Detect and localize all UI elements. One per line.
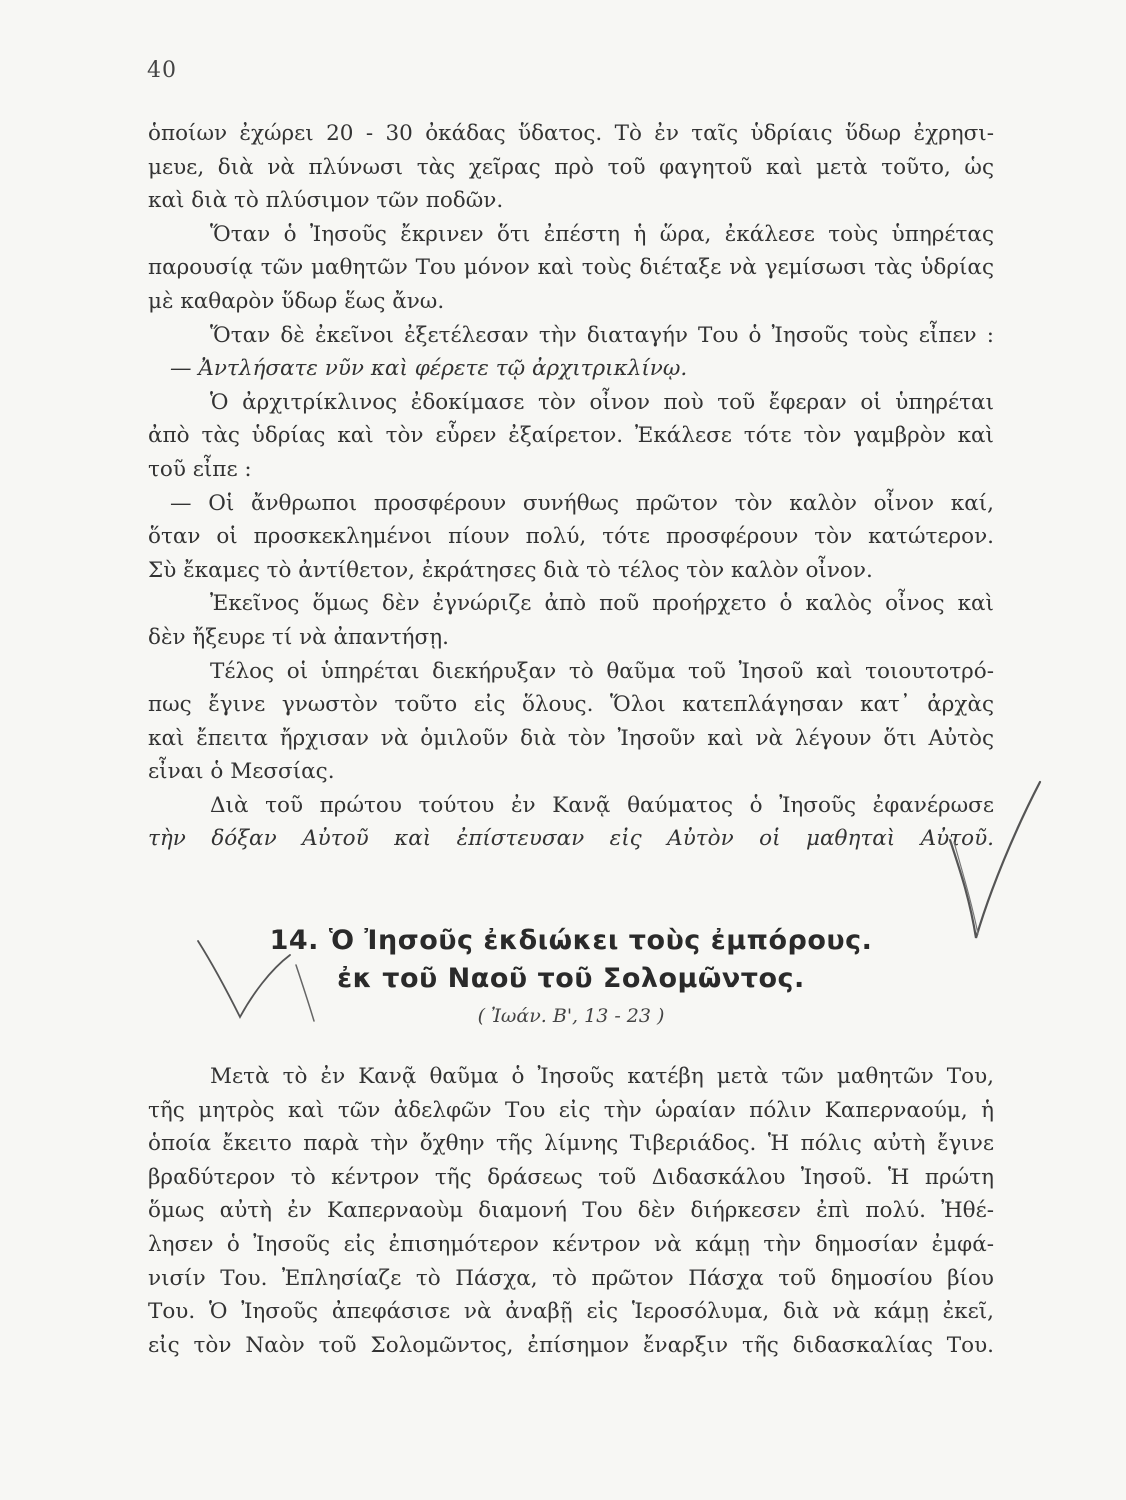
text-line: εἰς τὸν Ναὸν τοῦ Σολομῶντος, ἐπίσημον ἔναρξιν τῆς διδασκαλίας Του. bbox=[148, 1332, 994, 1358]
text-line: ὅμως αὐτὴ ἐν Καπερναοὺμ διαμονή Του δὲν διήρκεσεν ἐπὶ πολύ. Ἠθέ- bbox=[148, 1198, 994, 1224]
dialog-line: — Οἱ ἄνθρωποι προσφέρουν συνήθως πρῶτον τὸν καλὸν οἶνον καί, bbox=[170, 490, 994, 516]
text-line: Ὁ ἀρχιτρίκλινος ἐδοκίμασε τὸν οἶνον ποὺ τοῦ ἔφεραν οἱ ὑπηρέται bbox=[210, 389, 994, 415]
body-text-bottom bbox=[148, 1060, 994, 1362]
text-line: βραδύτερον τὸ κέντρον τῆς δράσεως τοῦ Διδασκάλου Ἰησοῦ. Ἡ πρώτη bbox=[148, 1164, 994, 1190]
text-line: Του. Ὁ Ἰησοῦς ἀπεφάσισε νὰ ἀναβῇ εἰς Ἱεροσόλυμα, διὰ νὰ κάμῃ ἐκεῖ, bbox=[148, 1299, 994, 1325]
text-line: Μετὰ τὸ ἐν Κανᾷ θαῦμα ὁ Ἰησοῦς κατέβη μετὰ τῶν μαθητῶν Του, bbox=[210, 1064, 994, 1089]
text-line: πως ἔγινε γνωστὸν τοῦτο εἰς ὅλους. Ὅλοι κατεπλάγησαν κατ᾽ ἀρχὰς bbox=[148, 692, 994, 718]
scripture-reference: ( Ἰωάν. Β', 13 - 23 ) bbox=[477, 1005, 665, 1027]
text-line: Τέλος οἱ ὑπηρέται διεκήρυξαν τὸ θαῦμα τοῦ Ἰησοῦ καὶ τοιουτοτρό- bbox=[210, 658, 994, 684]
text-line: τοῦ εἶπε : bbox=[148, 456, 252, 482]
text-line: Διὰ τοῦ πρώτου τούτου ἐν Κανᾷ θαύματος ὁ Ἰησοῦς ἐφανέρωσε bbox=[210, 792, 994, 818]
text-line: Σὺ ἔκαμες τὸ ἀντίθετον, ἐκράτησες διὰ τὸ τέλος τὸν καλὸν οἶνον. bbox=[148, 557, 873, 583]
text-line: λησεν ὁ Ἰησοῦς εἰς ἐπισημότερον κέντρον νὰ κάμῃ τὴν δημοσίαν ἐμφά- bbox=[148, 1231, 994, 1257]
text-line: παρουσίᾳ τῶν μαθητῶν Του μόνον καὶ τοὺς διέταξε νὰ γεμίσωσι τὰς ὑδρίας bbox=[148, 255, 994, 281]
text-line: ὁποία ἔκειτο παρὰ τὴν ὄχθην τῆς λίμνης Τιβεριάδος. Ἡ πόλις αὐτὴ ἔγινε bbox=[148, 1131, 994, 1157]
text-line: Ὅταν δὲ ἐκεῖνοι ἐξετέλεσαν τὴν διαταγήν Του ὁ Ἰησοῦς τοὺς εἶπεν : bbox=[210, 322, 994, 348]
chapter-heading bbox=[148, 922, 994, 1034]
text-line: εἶναι ὁ Μεσσίας. bbox=[148, 759, 335, 785]
text-line: Ὅταν ὁ Ἰησοῦς ἔκρινεν ὅτι ἐπέστη ἡ ὥρα, ἐκάλεσε τοὺς ὑπηρέτας bbox=[210, 221, 994, 247]
text-line: καὶ ἔπειτα ἤρχισαν νὰ ὁμιλοῦν διὰ τὸν Ἰησοῦν καὶ νὰ λέγουν ὅτι Αὐτὸς bbox=[148, 725, 994, 751]
text-line: μὲ καθαρὸν ὕδωρ ἕως ἄνω. bbox=[148, 288, 445, 314]
text-line: ὅταν οἱ προσκεκλημένοι πίουν πολύ, τότε προσφέρουν τὸν κατώτερον. bbox=[148, 524, 994, 550]
text-line: ἀπὸ τὰς ὑδρίας καὶ τὸν εὗρεν ἐξαίρετον. Ἐκάλεσε τότε τὸν γαμβρὸν καὶ bbox=[148, 423, 994, 449]
chapter-title: 14. Ὁ Ἰησοῦς ἐκδιώκει τοὺς ἐμπόρους. bbox=[269, 925, 873, 956]
dialog-line: — Ἀντλήσατε νῦν καὶ φέρετε τῷ ἀρχιτρικλίνῳ. bbox=[170, 356, 688, 382]
page-number: 40 bbox=[147, 58, 177, 83]
text-line: νισίν Του. Ἐπλησίαζε τὸ Πάσχα, τὸ πρῶτον Πάσχα τοῦ δημοσίου βίου bbox=[148, 1265, 994, 1291]
text-line: τῆς μητρὸς καὶ τῶν ἀδελφῶν Του εἰς τὴν ὡραίαν πόλιν Καπερναούμ, ἡ bbox=[148, 1097, 994, 1123]
text-line: καὶ διὰ τὸ πλύσιμον τῶν ποδῶν. bbox=[148, 188, 504, 214]
chapter-subtitle: ἐκ τοῦ Ναοῦ τοῦ Σολομῶντος. bbox=[337, 963, 805, 994]
text-line: μευε, διὰ νὰ πλύνωσι τὰς χεῖρας πρὸ τοῦ φαγητοῦ καὶ μετὰ τοῦτο, ὡς bbox=[148, 154, 994, 180]
text-line: ὁποίων ἐχώρει 20 - 30 ὀκάδας ὕδατος. Τὸ ἐν ταῖς ὑδρίαις ὕδωρ ἐχρησι- bbox=[148, 121, 994, 146]
text-line: τὴν δόξαν Αὐτοῦ καὶ ἐπίστευσαν εἰς Αὐτὸν οἱ μαθηταὶ Αὐτοῦ. bbox=[148, 826, 994, 852]
body-text-top bbox=[148, 117, 994, 856]
text-line: Ἐκεῖνος ὅμως δὲν ἐγνώριζε ἀπὸ ποῦ προήρχετο ὁ καλὸς οἶνος καὶ bbox=[210, 591, 994, 617]
text-line: δὲν ἤξευρε τί νὰ ἀπαντήσῃ. bbox=[148, 624, 449, 650]
